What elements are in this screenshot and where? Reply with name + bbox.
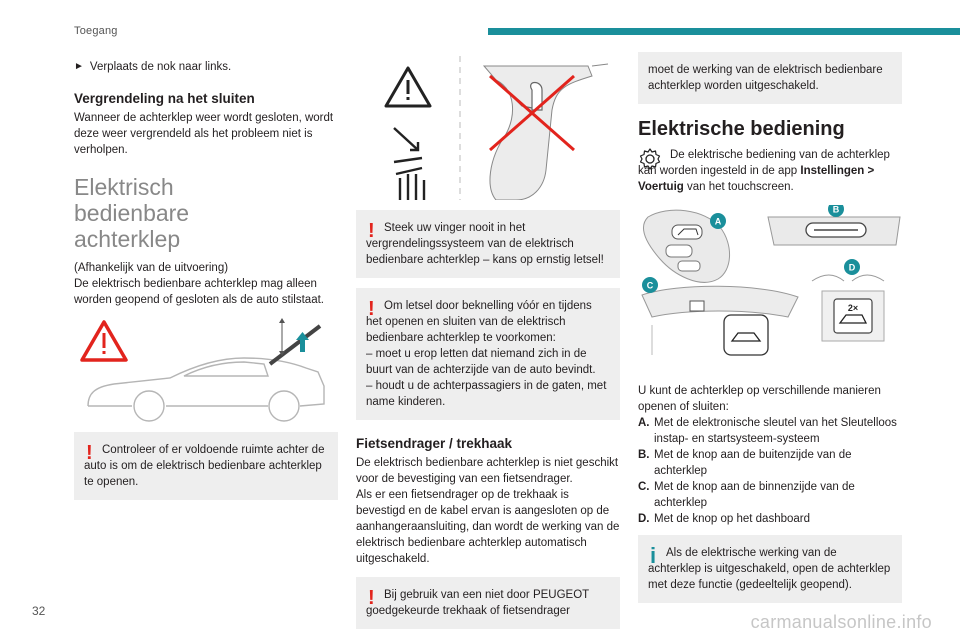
bullet-text: Verplaats de nok naar links.	[89, 61, 232, 73]
exclamation-icon: !	[368, 220, 375, 242]
header-accent-bar	[488, 28, 960, 35]
running-header: Toegang	[74, 25, 118, 37]
warning-triangle-icon	[386, 68, 430, 106]
arrow-bullet-icon: ►	[74, 61, 84, 72]
list-item: C. Met de knop aan de binnenzijde van de achterklep	[638, 481, 855, 509]
info-note-disabled: i Als de elektrische werking van de achterklep is uitgeschakeld, open de achterklep met deze functie (gedeeltelijk geopend).	[638, 535, 902, 603]
paragraph-intro-1: (Afhankelijk van de uitvoering)	[74, 262, 229, 274]
warning-note-clearance: ! Controleer of er voldoende ruimte achter de auto is om de elektrisch bedienbare achterklep te openen.	[74, 432, 338, 500]
column-3	[638, 52, 902, 613]
control-locations-illustration	[638, 205, 902, 381]
warning-note-peugeot: ! Bij gebruik van een niet door PEUGEOT goedgekeurde trekhaak of fietsendrager	[356, 577, 620, 629]
page-number: 32	[32, 604, 46, 618]
callout-a	[710, 213, 726, 229]
tailgate-lock-drawing	[484, 64, 608, 200]
callout-c-label: C	[646, 280, 654, 291]
info-icon: i	[650, 543, 657, 568]
exclamation-icon: !	[86, 442, 93, 464]
car-tailgate-illustration	[74, 314, 338, 422]
heading-lock-after-close: Vergrendeling na het sluiten	[74, 91, 255, 106]
heading-bike-carrier: Fietsendrager / trekhaak	[356, 436, 513, 451]
settings-gear-icon	[638, 147, 662, 171]
callout-d	[844, 259, 860, 275]
method-list	[638, 415, 902, 527]
column-1	[74, 55, 338, 510]
callout-b	[828, 205, 844, 217]
finger-lock-illustration	[356, 50, 620, 200]
paragraph-intro-2: De elektrisch bedienbare achterklep mag alleen worden geopend of gesloten als de auto stilstaat.	[74, 278, 324, 306]
exclamation-icon: !	[368, 298, 375, 320]
list-item: A. Met de elektronische sleutel van het Sleutelloos instap- en startsysteem-systeem	[638, 417, 897, 445]
warning-triangle-icon	[82, 322, 126, 360]
exterior-button-drawing	[768, 217, 900, 245]
double-press-label: 2×	[847, 303, 859, 313]
callout-b-label: B	[832, 205, 840, 215]
paragraph-bike-1: De elektrisch bedienbare achterklep is niet geschikt voor de bevestiging van een fietsendrager.	[356, 457, 619, 485]
car-side-outline	[88, 358, 324, 421]
heading-electric-control: Elektrische bediening	[638, 118, 845, 140]
paragraph-lock: Wanneer de achterklep weer wordt gesloten, wordt deze weer vergrendeld als het probleem niet is verholpen.	[74, 112, 334, 156]
warning-note-continued: moet de werking van de elektrisch bedienbare achterklep worden uitgeschakeld.	[638, 52, 902, 104]
exclamation-icon: !	[368, 587, 375, 609]
app-settings-paragraph: De elektrische bediening van de achterklep kan worden ingesteld in de app Instellingen > Voertuig van het touchscreen.	[638, 149, 890, 193]
interior-button-drawing	[642, 286, 798, 355]
warning-note-injury: ! Om letsel door beknelling vóór en tijdens het openen en sluiten van de elektrisch bedienbare achterklep te voorkomen: – moet u erop letten dat niemand zich in de buurt van de achterzijde van de auto bevindt. – houdt u de achterpassagiers in de gaten, met name kinderen.	[356, 288, 620, 420]
paragraph-ways: U kunt de achterklep op verschillende manieren openen of sluiten:	[638, 385, 881, 413]
paragraph-bike-2: Als er een fietsendrager op de trekhaak is bevestigd en de kabel ervan is aangesloten op de aanhangeraansluiting, dan wordt de werking van de elektrisch bedienbare achterklep automatisch uitgeschakeld.	[356, 489, 620, 565]
section-title: Elektrisch bedienbare achterklep	[74, 174, 190, 252]
list-item: D. Met de knop op het dashboard	[638, 513, 811, 525]
hand-press-icon	[394, 128, 424, 200]
callout-a-label: A	[714, 216, 722, 227]
tailgate-open-line	[270, 326, 320, 364]
callout-c	[642, 277, 658, 293]
watermark: carmanualsonline.info	[750, 612, 932, 632]
list-item: B. Met de knop aan de buitenzijde van de achterklep	[638, 449, 852, 477]
warning-note-finger: ! Steek uw vinger nooit in het vergrendelingssysteem van de elektrisch bedienbare achterklep – kans op ernstig letsel!	[356, 210, 620, 278]
bullet-item	[74, 59, 338, 75]
callout-d-label: D	[848, 262, 856, 273]
column-2	[356, 50, 620, 639]
